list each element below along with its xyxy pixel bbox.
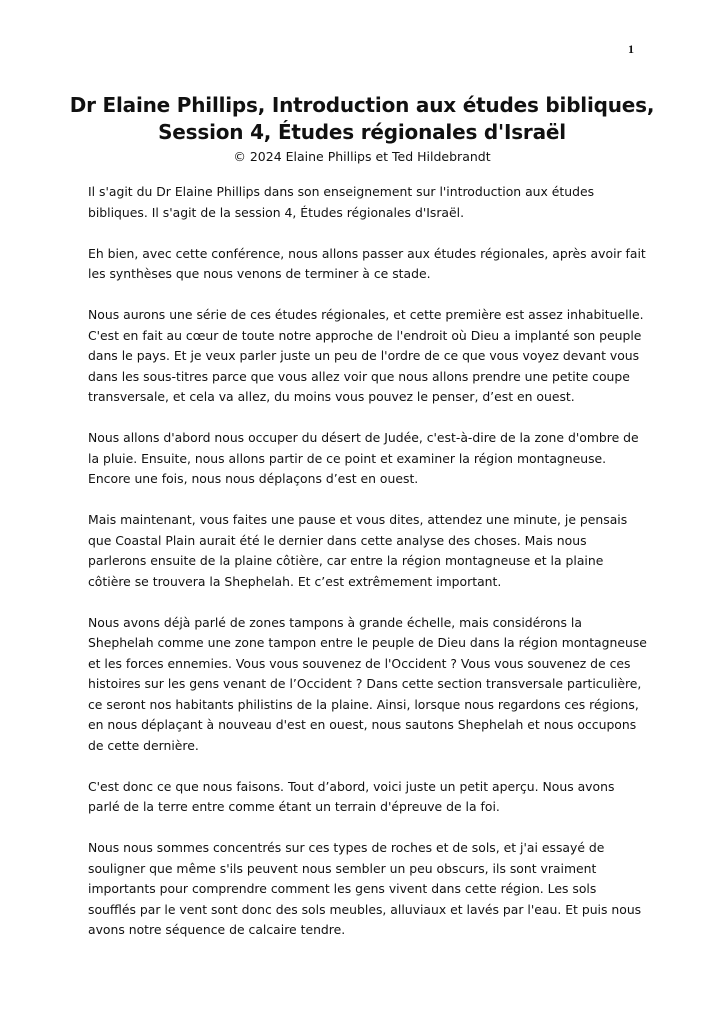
document-title-line-2: Session 4, Études régionales d'Israël — [158, 120, 566, 144]
paragraph-2: Eh bien, avec cette conférence, nous allons passer aux études régionales, après avoir fait les synthèses que nous venons de terminer à ce stade. — [88, 245, 646, 281]
paragraph-1: Il s'agit du Dr Elaine Phillips dans son enseignement sur l'introduction aux études bibliques. Il s'agit de la session 4, Études régionales d'Israël. — [88, 184, 595, 220]
document-title-line-1: Dr Elaine Phillips, Introduction aux études bibliques, — [69, 93, 655, 117]
paragraph-6: Nous avons déjà parlé de zones tampons à grande échelle, mais considérons la Shephelah comme une zone tampon entre le peuple de Dieu dans la région montagneuse et les forces ennemies. Vous vous souvenez de l'Occident ? Vous vous souvenez de ces histoires sur les gens venant de l’Occident ? Dans cette section transversale particulière, ce seront nos habitants philistins de la plaine. Ainsi, lorsque nous regardons ces régions, en nous déplaçant à nouveau d'est en ouest, nous sautons Shephelah et nous occupons de cette dernière. — [88, 614, 647, 753]
page-number: 1 — [628, 42, 634, 56]
paragraph-3: Nous aurons une série de ces études régionales, et cette première est assez inhabituelle. C'est en fait au cœur de toute notre approche de l'endroit où Dieu a implanté son peuple dans le pays. Et je veux parler juste un peu de l'ordre de ce que vous voyez devant vous dans les sous-titres parce que vous allez voir que nous allons prendre une petite coupe transversale, et cela va allez, du moins vous pouvez le penser, d’est en ouest. — [88, 307, 644, 404]
paragraph-7: C'est donc ce que nous faisons. Tout d’abord, voici juste un petit aperçu. Nous avons parlé de la terre entre comme étant un terrain d'épreuve de la foi. — [88, 778, 615, 814]
paragraph-4: Nous allons d'abord nous occuper du désert de Judée, c'est-à-dire de la zone d'ombre de la pluie. Ensuite, nous allons partir de ce point et examiner la région montagneuse. Encore une fois, nous nous déplaçons d’est en ouest. — [88, 430, 639, 486]
document-header — [60, 92, 664, 167]
paragraph-5: Mais maintenant, vous faites une pause et vous dites, attendez une minute, je pensais que Coastal Plain aurait été le dernier dans cette analyse des choses. Mais nous parlerons ensuite de la plaine côtière, car entre la région montagneuse et la plaine côtière se trouvera la Shephelah. Et c’est extrêmement important. — [88, 512, 628, 589]
paragraph-8: Nous nous sommes concentrés sur ces types de roches et de sols, et j'ai essayé de souligner que même s'ils peuvent nous sembler un peu obscurs, ils sont vraiment importants pour comprendre comment les gens vivent dans cette région. Les sols soufflés par le vent sont donc des sols meubles, alluviaux et lavés par l'eau. Et puis nous avons notre séquence de calcaire tendre. — [88, 840, 642, 937]
document-body — [88, 182, 648, 961]
copyright-notice: © 2024 Elaine Phillips et Ted Hildebrandt — [233, 149, 491, 164]
